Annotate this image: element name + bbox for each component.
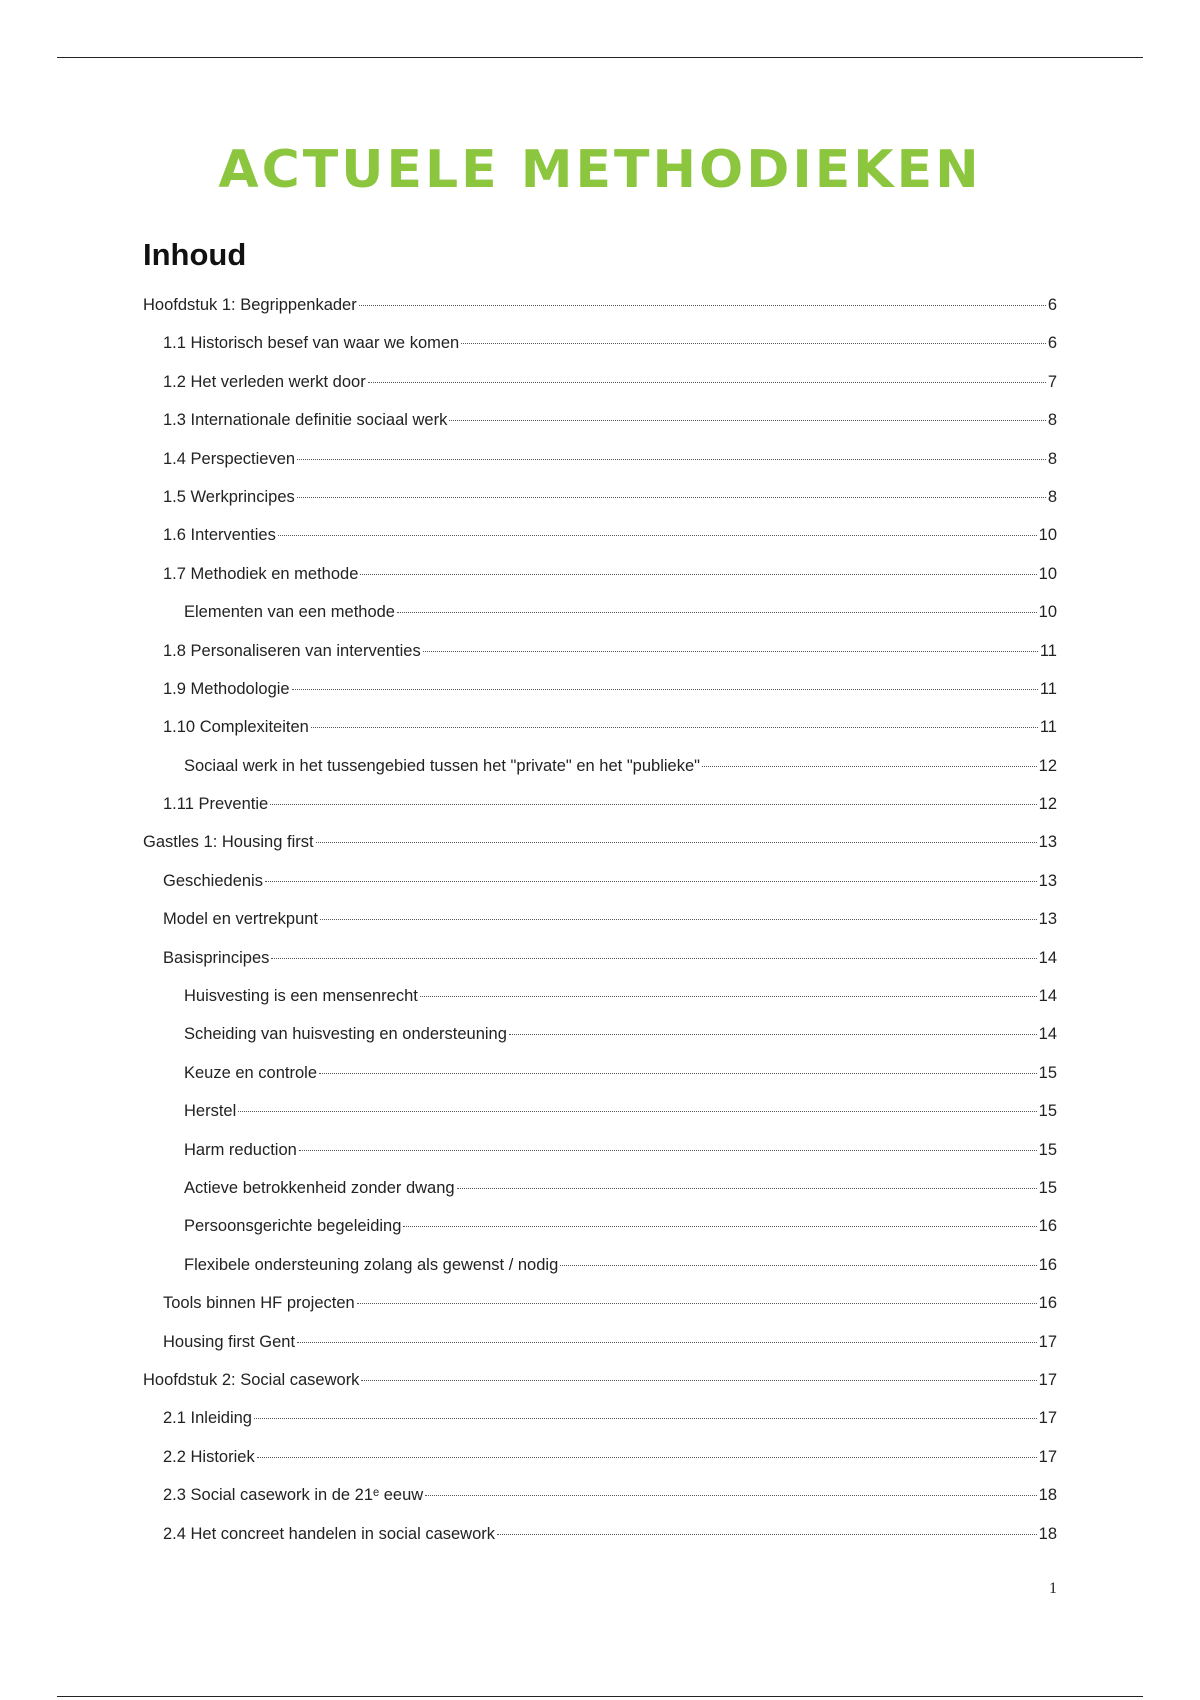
toc-entry-page: 16 xyxy=(1038,1217,1057,1236)
document-title: ACTUELE METHODIEKEN xyxy=(218,140,982,200)
toc-dot-leader xyxy=(457,1188,1037,1189)
toc-entry-label: Tools binnen HF projecten xyxy=(163,1294,355,1313)
toc-entry[interactable] xyxy=(143,1169,1057,1207)
toc-entry-label: 2.1 Inleiding xyxy=(163,1409,252,1428)
toc-entry[interactable] xyxy=(143,632,1057,670)
toc-entry-label: Model en vertrekpunt xyxy=(163,910,319,929)
toc-entry[interactable] xyxy=(143,1515,1057,1553)
toc-entry-label: 1.1 Historisch besef van waar we komen xyxy=(163,334,460,353)
toc-dot-leader xyxy=(297,459,1046,460)
toc-entry-page: 12 xyxy=(1038,756,1057,775)
table-of-contents xyxy=(143,286,1057,1553)
toc-dot-leader xyxy=(297,1342,1037,1343)
toc-entry-page: 6 xyxy=(1047,334,1057,353)
toc-dot-leader xyxy=(299,1150,1037,1151)
toc-entry-page: 18 xyxy=(1038,1486,1057,1505)
toc-entry-page: 18 xyxy=(1038,1524,1057,1543)
toc-entry[interactable] xyxy=(143,555,1057,593)
toc-entry-page: 16 xyxy=(1038,1255,1057,1274)
toc-heading: Inhoud xyxy=(143,237,247,272)
toc-entry[interactable] xyxy=(143,440,1057,478)
toc-dot-leader xyxy=(397,612,1037,613)
toc-entry-label: 1.6 Interventies xyxy=(163,526,276,545)
toc-dot-leader xyxy=(270,804,1036,805)
toc-entry-label: Housing first Gent xyxy=(163,1332,296,1351)
toc-dot-leader xyxy=(420,996,1037,997)
toc-entry-page: 17 xyxy=(1038,1409,1057,1428)
toc-entry-label: Sociaal werk in het tussengebied tussen het "private" en het "publieke" xyxy=(184,756,700,775)
toc-dot-leader xyxy=(319,1073,1037,1074)
toc-entry[interactable] xyxy=(143,1361,1057,1399)
toc-dot-leader xyxy=(359,305,1046,306)
toc-entry-page: 15 xyxy=(1038,1178,1057,1197)
toc-entry[interactable] xyxy=(143,401,1057,439)
toc-entry-page: 10 xyxy=(1038,603,1057,622)
toc-entry[interactable] xyxy=(143,1323,1057,1361)
toc-entry[interactable] xyxy=(143,324,1057,362)
toc-entry-page: 6 xyxy=(1047,296,1057,314)
toc-dot-leader xyxy=(425,1495,1036,1496)
toc-entry-label: 1.4 Perspectieven xyxy=(163,449,296,468)
toc-entry-page: 11 xyxy=(1039,679,1057,698)
toc-entry[interactable] xyxy=(143,1054,1057,1092)
toc-entry[interactable] xyxy=(143,516,1057,554)
toc-dot-leader xyxy=(292,689,1038,690)
toc-entry-page: 15 xyxy=(1038,1140,1057,1159)
toc-entry-page: 11 xyxy=(1039,718,1057,737)
toc-entry-page: 13 xyxy=(1038,871,1057,890)
toc-entry-page: 14 xyxy=(1038,987,1057,1006)
toc-entry-page: 14 xyxy=(1038,948,1057,967)
toc-entry-label: Huisvesting is een mensenrecht xyxy=(184,987,418,1006)
toc-entry[interactable] xyxy=(143,1131,1057,1169)
toc-entry[interactable] xyxy=(143,286,1057,324)
toc-entry-label: 2.4 Het concreet handelen in social casework xyxy=(163,1524,496,1543)
toc-entry-label: Hoofdstuk 1: Begrippenkader xyxy=(143,296,357,314)
toc-entry-page: 14 xyxy=(1038,1025,1057,1044)
toc-entry-page: 13 xyxy=(1038,833,1057,852)
toc-entry-label: Elementen van een methode xyxy=(184,603,395,622)
toc-dot-leader xyxy=(297,497,1046,498)
toc-entry-label: 1.11 Preventie xyxy=(163,795,269,814)
toc-dot-leader xyxy=(509,1034,1037,1035)
toc-entry[interactable] xyxy=(143,1399,1057,1437)
toc-entry[interactable] xyxy=(143,747,1057,785)
toc-dot-leader xyxy=(316,842,1037,843)
toc-dot-leader xyxy=(403,1226,1036,1227)
toc-entry-label: Harm reduction xyxy=(184,1140,297,1159)
toc-entry[interactable] xyxy=(143,1207,1057,1245)
toc-entry[interactable] xyxy=(143,900,1057,938)
toc-entry[interactable] xyxy=(143,1438,1057,1476)
page-number: 1 xyxy=(1049,1580,1057,1597)
header-rule xyxy=(57,57,1143,58)
toc-entry-label: Hoofdstuk 2: Social casework xyxy=(143,1370,360,1389)
toc-dot-leader xyxy=(320,919,1037,920)
toc-entry[interactable] xyxy=(143,785,1057,823)
toc-entry-label: 1.10 Complexiteiten xyxy=(163,718,309,737)
toc-entry[interactable] xyxy=(143,1284,1057,1322)
toc-entry-page: 11 xyxy=(1039,641,1057,660)
toc-entry-label: 1.2 Het verleden werkt door xyxy=(163,372,366,391)
toc-entry-label: 1.3 Internationale definitie sociaal werk xyxy=(163,411,448,430)
toc-entry[interactable] xyxy=(143,823,1057,861)
toc-entry-label: Flexibele ondersteuning zolang als gewenst / nodig xyxy=(184,1255,559,1274)
toc-dot-leader xyxy=(461,343,1046,344)
toc-entry-page: 17 xyxy=(1038,1370,1057,1389)
toc-entry-label: 2.3 Social casework in de 21ᵉ eeuw xyxy=(163,1486,424,1505)
toc-entry[interactable] xyxy=(143,708,1057,746)
toc-entry[interactable] xyxy=(143,939,1057,977)
footer-rule xyxy=(57,1696,1143,1697)
toc-entry-label: Basisprincipes xyxy=(163,948,270,967)
toc-entry-page: 15 xyxy=(1038,1102,1057,1121)
toc-entry-page: 12 xyxy=(1038,795,1057,814)
toc-entry-label: 1.8 Personaliseren van interventies xyxy=(163,641,421,660)
toc-entry-page: 10 xyxy=(1038,526,1057,545)
toc-dot-leader xyxy=(238,1111,1036,1112)
toc-entry-label: 1.9 Methodologie xyxy=(163,679,290,698)
toc-entry-label: 1.7 Methodiek en methode xyxy=(163,564,359,583)
toc-entry[interactable] xyxy=(143,670,1057,708)
toc-dot-leader xyxy=(423,651,1038,652)
toc-dot-leader xyxy=(560,1265,1036,1266)
toc-entry-page: 16 xyxy=(1038,1294,1057,1313)
toc-entry-page: 8 xyxy=(1047,449,1057,468)
toc-entry-page: 8 xyxy=(1047,411,1057,430)
toc-dot-leader xyxy=(702,766,1037,767)
toc-entry-page: 13 xyxy=(1038,910,1057,929)
toc-entry-page: 17 xyxy=(1038,1332,1057,1351)
toc-entry-label: Geschiedenis xyxy=(163,871,263,890)
toc-entry[interactable] xyxy=(143,478,1057,516)
toc-entry-page: 7 xyxy=(1047,372,1057,391)
toc-dot-leader xyxy=(361,1380,1036,1381)
toc-dot-leader xyxy=(497,1534,1037,1535)
toc-dot-leader xyxy=(360,574,1036,575)
toc-entry[interactable] xyxy=(143,1015,1057,1053)
toc-dot-leader xyxy=(265,881,1037,882)
toc-entry-label: Scheiding van huisvesting en ondersteuning xyxy=(184,1025,507,1044)
toc-entry-page: 15 xyxy=(1038,1063,1057,1082)
toc-dot-leader xyxy=(254,1418,1037,1419)
toc-dot-leader xyxy=(271,958,1036,959)
toc-entry-label: Persoonsgerichte begeleiding xyxy=(184,1217,402,1236)
toc-dot-leader xyxy=(449,420,1045,421)
toc-entry-label: Keuze en controle xyxy=(184,1063,318,1082)
toc-entry[interactable] xyxy=(143,1092,1057,1130)
toc-entry[interactable] xyxy=(143,1476,1057,1514)
toc-entry-label: Actieve betrokkenheid zonder dwang xyxy=(184,1178,455,1197)
toc-dot-leader xyxy=(311,727,1038,728)
toc-dot-leader xyxy=(368,382,1046,383)
toc-entry[interactable] xyxy=(143,862,1057,900)
toc-entry[interactable] xyxy=(143,977,1057,1015)
toc-entry-page: 8 xyxy=(1047,487,1057,506)
toc-entry-label: Herstel xyxy=(184,1102,237,1121)
toc-entry[interactable] xyxy=(143,593,1057,631)
toc-entry[interactable] xyxy=(143,363,1057,401)
toc-entry-label: Gastles 1: Housing first xyxy=(143,833,314,852)
toc-dot-leader xyxy=(278,535,1037,536)
toc-entry-label: 2.2 Historiek xyxy=(163,1447,255,1466)
toc-entry-label: 1.5 Werkprincipes xyxy=(163,487,295,506)
toc-dot-leader xyxy=(357,1303,1037,1304)
toc-entry-page: 10 xyxy=(1038,564,1057,583)
toc-entry[interactable] xyxy=(143,1246,1057,1284)
toc-entry-page: 17 xyxy=(1038,1447,1057,1466)
toc-dot-leader xyxy=(257,1457,1037,1458)
